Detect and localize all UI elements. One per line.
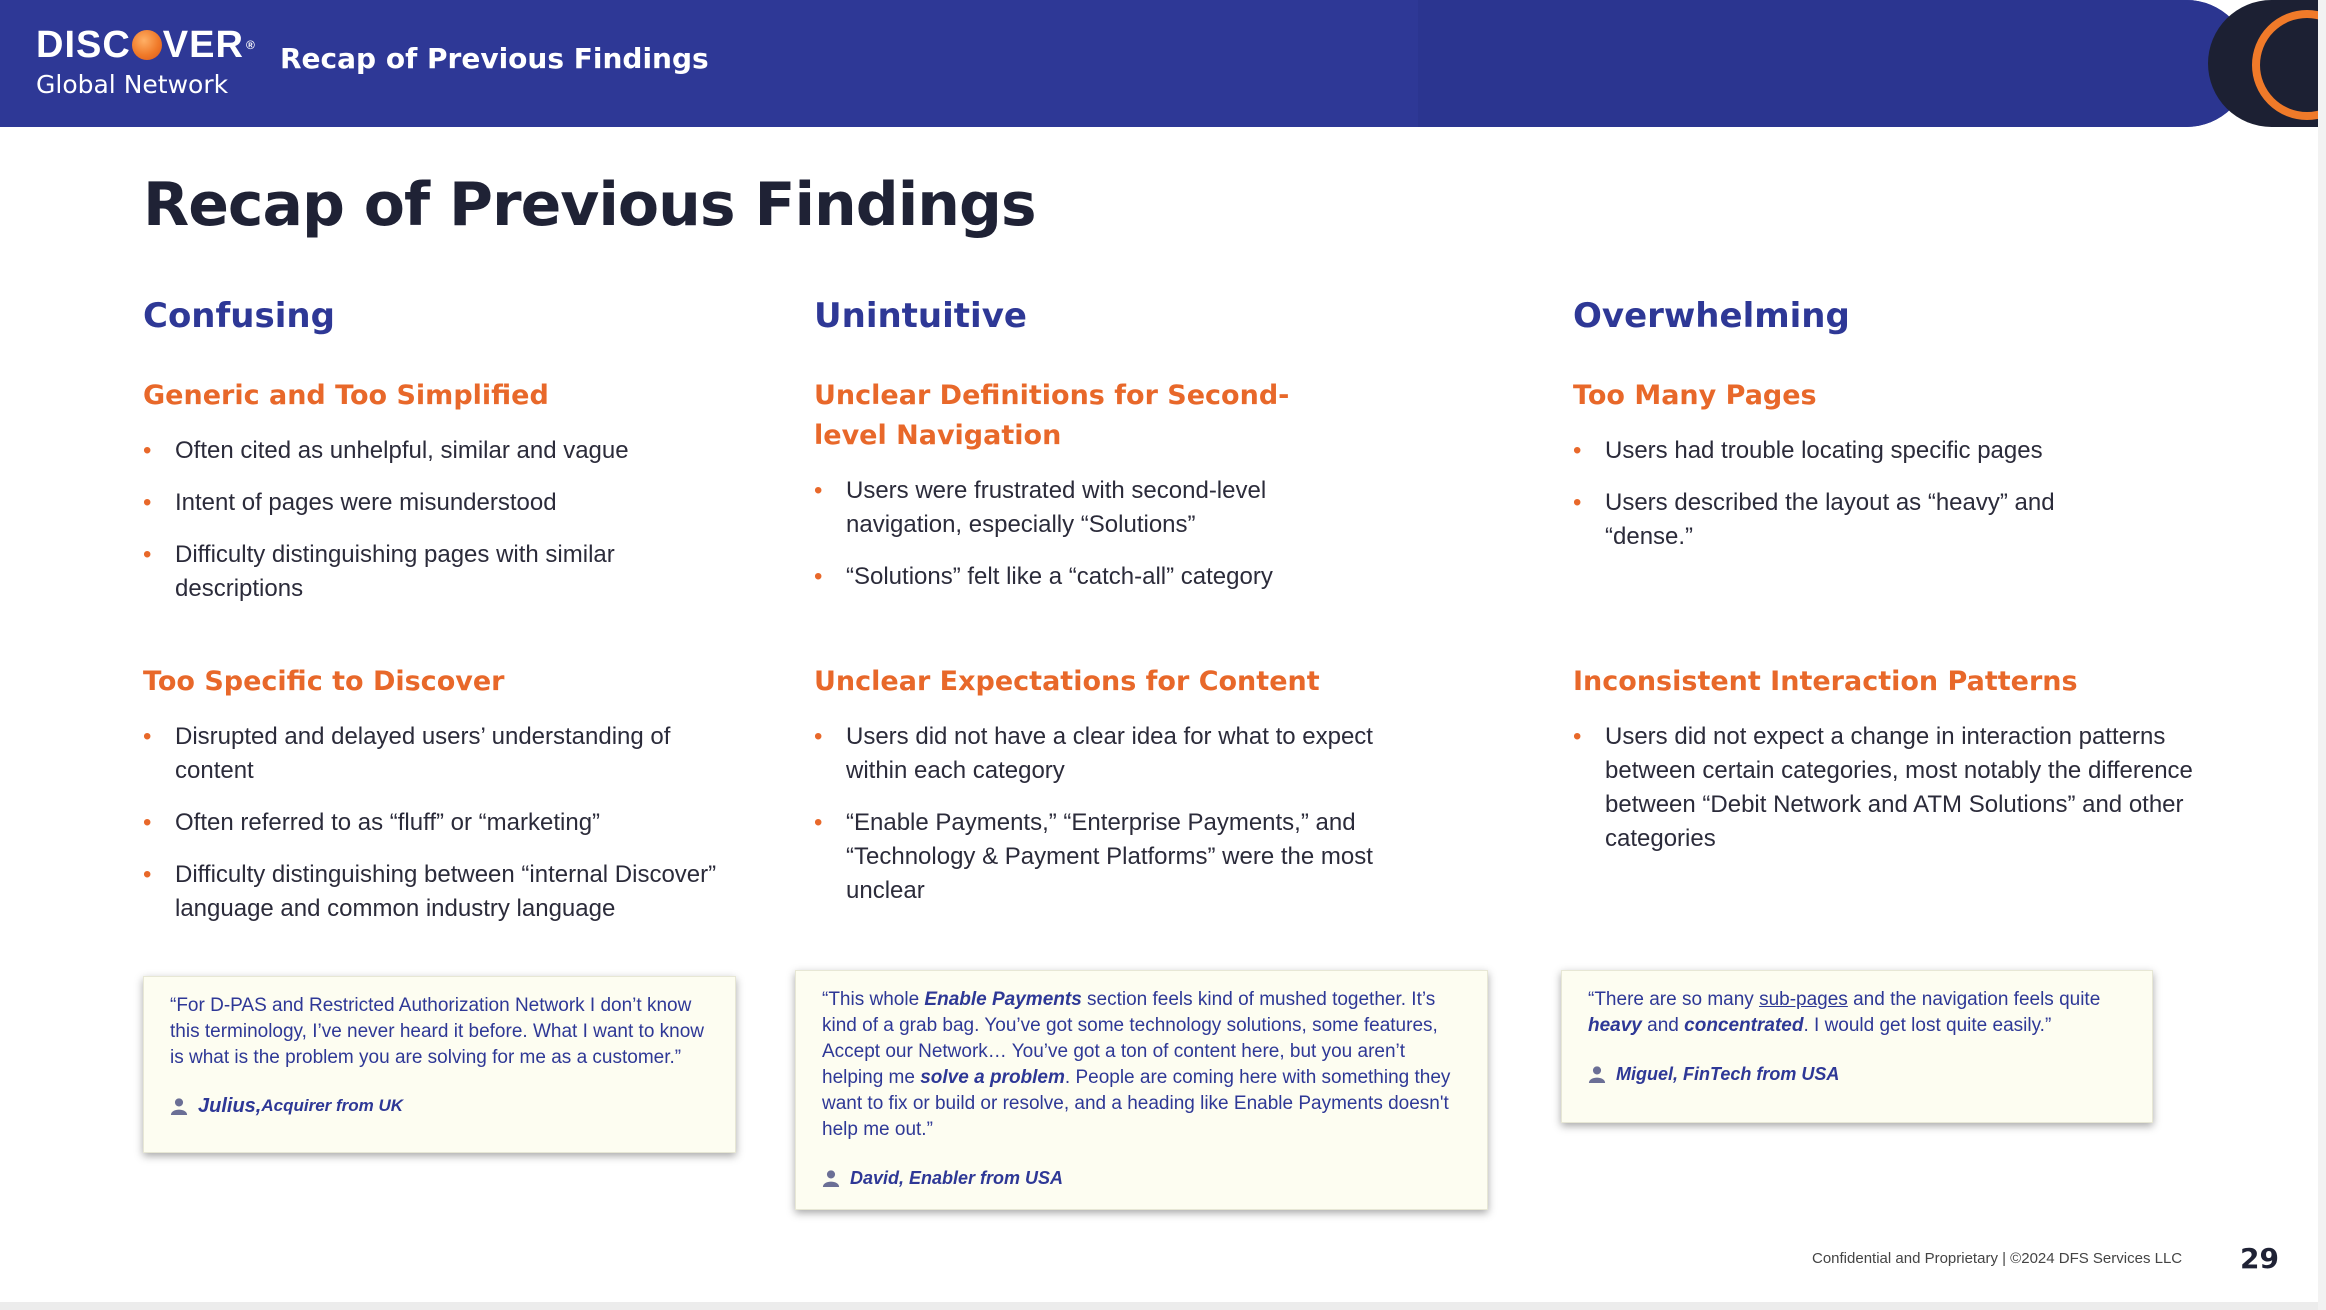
discover-logo: [36, 26, 256, 99]
page-number: 29: [2240, 1242, 2279, 1275]
header-title: Recap of Previous Findings: [280, 42, 709, 75]
footer-copyright: Confidential and Proprietary | ©2024 DFS Services LLC: [1812, 1250, 2183, 1267]
page-title: Recap of Previous Findings: [143, 170, 1036, 240]
bullet-list: [814, 474, 1374, 594]
column-unintuitive-section-2: [814, 662, 1414, 926]
header-bar-segment: [1418, 0, 2250, 127]
column-overwhelming-section-2: [1573, 662, 2193, 874]
list-item: • Often referred to as “fluff” or “marketing”: [143, 806, 763, 840]
column-confusing: [143, 296, 763, 624]
logo-subtitle: Global Network: [36, 70, 229, 99]
bullet-list: [1573, 434, 2193, 554]
list-item: • “Solutions” felt like a “catch-all” category: [814, 560, 1374, 594]
bullet-list: [143, 434, 763, 606]
quote-card: [795, 970, 1488, 1210]
section-title: Too Specific to Discover: [143, 666, 505, 697]
quote-text: “For D-PAS and Restricted Authorization Network I don’t know this terminology, I’ve never heard it before. What I want to know is what is the problem you are solving for me as a customer.”: [170, 995, 705, 1068]
bullet-list: [814, 720, 1414, 908]
list-item: • Often cited as unhelpful, similar and vague: [143, 434, 763, 468]
list-item: • Users were frustrated with second-level navigation, especially “Solutions”: [814, 474, 1336, 542]
header: [0, 0, 2326, 127]
quote-card: [143, 976, 736, 1153]
person-icon: [1588, 1065, 1606, 1083]
list-item: • Disrupted and delayed users’ understanding of content: [143, 720, 735, 788]
list-item: • Difficulty distinguishing pages with similar descriptions: [143, 538, 695, 606]
list-item: • Users had trouble locating specific pages: [1573, 434, 2193, 468]
logo-wordmark: DISC VER ®: [36, 24, 256, 66]
list-item: • Difficulty distinguishing between “internal Discover” language and common industry language: [143, 858, 765, 926]
list-item: • Users described the layout as “heavy” and “dense.”: [1573, 486, 2125, 554]
bullet-list: [143, 720, 763, 926]
bullet-list: [1573, 720, 2193, 856]
person-icon: [170, 1097, 188, 1115]
column-heading: Unintuitive: [814, 296, 1027, 336]
list-item: • “Enable Payments,” “Enterprise Payments,” and “Technology & Payment Platforms” were the most unclear: [814, 806, 1386, 908]
quote-author: Miguel, FinTech from USA: [1588, 1061, 2126, 1087]
list-item: • Intent of pages were misunderstood: [143, 486, 763, 520]
quote-author: David, Enabler from USA: [822, 1165, 1461, 1191]
column-unintuitive: [814, 296, 1374, 612]
section-title: Unclear Expectations for Content: [814, 666, 1320, 697]
quote-text: “There are so many sub-pages and the navigation feels quite heavy and concentrated. I would get lost quite easily.”: [1588, 989, 2101, 1036]
section-title: Inconsistent Interaction Patterns: [1573, 666, 2078, 697]
section-title: Too Many Pages: [1573, 380, 1817, 411]
column-heading: Overwhelming: [1573, 296, 1850, 336]
quote-author: Julius, Acquirer from UK: [170, 1093, 709, 1119]
bottom-divider: [0, 1302, 2318, 1310]
logo-orange-circle-icon: [132, 30, 162, 60]
section-title: Generic and Too Simplified: [143, 380, 549, 411]
sub-pages-link[interactable]: sub-pages: [1759, 989, 1848, 1010]
column-heading: Confusing: [143, 296, 335, 336]
slide-edge: [2318, 0, 2326, 1310]
quote-text: “This whole Enable Payments section feels kind of mushed together. It’s kind of a grab bag. You’ve got some technology solutions, some features, Accept our Network… You’ve got a ton of content here, but you aren’t helping me solve a problem. People are coming here with something they want to fix or build or resolve, and a heading like Enable Payments doesn't help me out.”: [822, 989, 1451, 1140]
column-overwhelming: [1573, 296, 2193, 572]
section-title: Unclear Definitions for Second-level Navigation: [814, 380, 1290, 451]
column-confusing-section-2: [143, 662, 763, 944]
person-icon: [822, 1169, 840, 1187]
list-item: • Users did not expect a change in interaction patterns between certain categories, most notably the difference between “Debit Network and ATM Solutions” and other categories: [1573, 720, 2195, 856]
quote-card: [1561, 970, 2153, 1123]
list-item: • Users did not have a clear idea for what to expect within each category: [814, 720, 1416, 788]
